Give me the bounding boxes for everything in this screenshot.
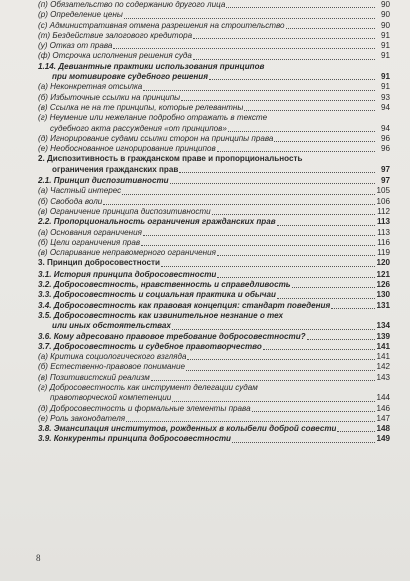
dot-leader [193,59,375,60]
toc-page-number: 94 [380,102,390,112]
toc-page-number: 91 [380,51,390,61]
dot-leader [143,235,375,236]
toc-entry-title: 3.8. Эмансипация институтов, рожденных в колыбели доброй совести [38,424,337,434]
dot-leader [143,90,375,91]
toc-entry-title: 3.7. Добросовестность и судебное правотворчество [38,341,262,351]
dot-leader [113,48,375,49]
toc-entry[interactable] [38,228,390,238]
toc-page-number: 113 [377,227,390,237]
toc-entry-title: 2. Диспозитивность в гражданском праве и пропорциональность [38,154,303,164]
dot-leader [193,38,375,39]
toc-entry-title: (б) Свобода воли [38,196,103,206]
toc-entry-title: (е) Роль законодателя [38,413,126,423]
toc-entry-title: (б) Цели ограничения прав [38,237,141,247]
toc-entry[interactable] [38,332,390,342]
toc-entry[interactable] [38,82,390,92]
toc-entry-title: (а) Частный интерес [38,186,122,196]
dot-leader [170,183,375,184]
dot-leader [217,255,375,256]
dot-leader [252,411,375,412]
toc-entry[interactable] [38,134,390,144]
dot-leader [181,100,375,101]
toc-page-number: 144 [376,393,390,403]
toc-entry-title: (в) Ограничение принципа диспозитивности [38,206,211,216]
toc-entry-title: (а) Основания ограничения [38,227,142,237]
toc-entry-title: (а) Критика социологического взгляда [38,352,187,362]
dot-leader [212,214,375,215]
dot-leader [274,141,375,142]
toc-page-number: 90 [380,10,390,20]
dot-leader [209,79,375,80]
toc-page-number: 97 [380,176,390,186]
toc-entry[interactable] [38,404,390,414]
toc-page-number: 141 [376,352,390,362]
toc-page-number: 91 [380,82,390,92]
toc-entry-title: (с) Административная отмена разрешения на строительство [38,20,285,30]
toc-page-number: 141 [376,341,390,351]
toc-page-number: 96 [380,144,390,154]
toc-entry-title: (т) Бездействие залогового кредитора [38,30,193,40]
toc-entry-title: (в) Позитивистский реализм [38,372,150,382]
toc-entry[interactable] [38,21,390,31]
toc-page-number: 139 [376,331,390,341]
toc-page-number: 130 [376,290,390,300]
toc-entry-title: (г) Добросовестность как инструмент делегации судам [38,382,258,392]
toc-page-number: 149 [376,434,390,444]
toc-entry[interactable] [38,393,390,403]
dot-leader [331,308,375,309]
toc-page-number: 134 [376,321,390,331]
dot-leader [277,298,375,299]
toc-entry-title: (а) Неконкретная отсылка [38,82,143,92]
toc-page-number: 143 [376,372,390,382]
toc-page-number: 106 [376,196,390,206]
toc-page-number: 116 [377,237,390,247]
toc-entry-title: 3. Принцип добросовестности [38,258,160,268]
toc-entry[interactable] [38,362,390,372]
dot-leader [292,287,375,288]
toc-page-number: 148 [376,424,390,434]
toc-entry[interactable] [38,258,390,268]
toc-page-number: 121 [376,269,390,279]
dot-leader [172,329,375,330]
toc-entry-title: 3.5. Добросовестность как извинительное незнание о тех [38,310,284,320]
toc-entry-title: 3.2. Добросовестность, нравственность и справедливость [38,280,291,290]
toc-entry-title: (е) Необоснованное игнорирование принципов [38,144,216,154]
dot-leader [217,277,375,278]
dot-leader [172,401,375,402]
toc-entry-title: (б) Естественно-правовое понимание [38,362,185,372]
toc-entry[interactable] [38,301,390,311]
toc-entry[interactable] [38,165,390,175]
toc-entry[interactable] [38,72,390,82]
toc-entry[interactable] [38,248,390,258]
toc-entry-title: 3.3. Добросовестность и социальная практика и обычаи [38,290,276,300]
toc-page-number: 91 [380,41,390,51]
dot-leader [141,245,375,246]
toc-entry[interactable] [38,434,390,444]
toc-entry-title: (ф) Отсрочка исполнения решения суда [38,51,192,61]
toc-page-number: 97 [380,164,390,174]
toc-entry-title-continued: ограничения гражданских прав [52,164,179,174]
toc-entry-title-continued: правотворческой компетенции [50,393,172,403]
toc-entry[interactable] [38,424,390,434]
toc-page-number: 147 [376,413,390,423]
toc-entry[interactable] [38,10,390,20]
toc-page-number: 96 [380,133,390,143]
toc-entry-title: (у) Отказ от права [38,41,113,51]
toc-entry[interactable] [38,207,390,217]
toc-entry[interactable] [38,373,390,383]
toc-entry[interactable] [38,41,390,51]
toc-entry[interactable] [38,238,390,248]
dot-leader [161,266,375,267]
dot-leader [151,380,375,381]
toc-page-number: 91 [380,30,390,40]
toc-entry[interactable] [38,0,390,10]
dot-leader [217,151,375,152]
toc-entry[interactable] [38,321,390,331]
toc-entry[interactable] [38,31,390,41]
toc-entry-title-continued: или иных обстоятельствах [52,321,171,331]
toc-page-number: 142 [376,362,390,372]
toc-entry[interactable] [38,51,390,61]
toc-page-number: 93 [380,92,390,102]
toc-page-number: 146 [376,403,390,413]
toc-page-number: 94 [380,123,390,133]
toc-entry-title: 2.1. Принцип диспозитивности [38,176,169,186]
toc-entry[interactable] [38,280,390,290]
toc-entry-title: 1.14. Девиантные практики использования принципов [38,61,265,71]
toc-entry[interactable] [38,93,390,103]
toc-entry[interactable] [38,186,390,196]
toc-entry[interactable] [38,270,390,280]
dot-leader [226,7,375,8]
toc-entry[interactable] [38,290,390,300]
toc-entry-title: 3.4. Добросовестность как правовая концепция: стандарт поведения [38,300,331,310]
toc-entry[interactable] [38,352,390,362]
toc-entry[interactable] [38,176,390,186]
dot-leader [124,18,375,19]
dot-leader [232,442,375,443]
toc-entry[interactable] [38,144,390,154]
toc-entry[interactable] [38,103,390,113]
dot-leader [122,194,375,195]
dot-leader [277,225,375,226]
toc-page-number: 112 [377,206,390,216]
dot-leader [103,204,375,205]
toc-entry[interactable] [38,342,390,352]
toc-entry[interactable] [38,124,390,134]
dot-leader [187,359,375,360]
toc-entry-title: (р) Определение цены [38,10,123,20]
toc-entry-title: (б) Избыточные ссылки на принципы [38,92,181,102]
toc-page-number: 90 [380,0,390,9]
toc-entry-title: 2.2. Пропорциональность ограничения гражданских прав [38,217,276,227]
toc-entry-title: (г) Неумение или нежелание подробно отражать в тексте [38,113,268,123]
toc-page-number: 105 [376,186,390,196]
toc-entry-title: (п) Обязательство по содержанию другого лица [38,0,226,9]
toc-entry[interactable] [38,217,390,227]
toc-entry-title-continued: судебного акта рассуждения «от принципов» [50,123,227,133]
dot-leader [186,370,375,371]
dot-leader [126,421,375,422]
toc-page-number: 90 [380,20,390,30]
toc-page-number: 91 [380,72,390,82]
dot-leader [228,131,375,132]
toc-entry-title: (д) Добросовестность и формальные элементы права [38,403,251,413]
dot-leader [307,339,375,340]
toc-entry[interactable] [38,414,390,424]
toc-page-number: 120 [376,258,390,268]
page-number: 8 [36,553,41,563]
toc-page-number: 113 [376,217,390,227]
toc-page-number: 131 [376,300,390,310]
dot-leader [337,431,375,432]
table-of-contents [38,0,390,445]
toc-page-number: 119 [377,248,390,258]
toc-entry[interactable] [38,197,390,207]
toc-entry-title: (д) Игнорирование судами ссылки сторон на принципы права [38,133,274,143]
toc-page-number: 126 [376,280,390,290]
toc-entry-title: (в) Оспаривание неправомерного ограничения [38,248,216,258]
toc-entry-title-continued: при мотивировке судебного решения [52,72,209,82]
toc-entry-title: 3.9. Конкуренты принципа добросовестности [38,434,231,444]
dot-leader [244,110,375,111]
dot-leader [179,172,375,173]
dot-leader [263,349,375,350]
toc-entry-title: 3.6. Кому адресовано правовое требование добросовестности? [38,331,306,341]
dot-leader [286,28,375,29]
toc-entry-title: 3.1. История принципа добросовестности [38,269,217,279]
toc-entry-title: (в) Ссылка не на те принципы, которые релевантны [38,102,244,112]
